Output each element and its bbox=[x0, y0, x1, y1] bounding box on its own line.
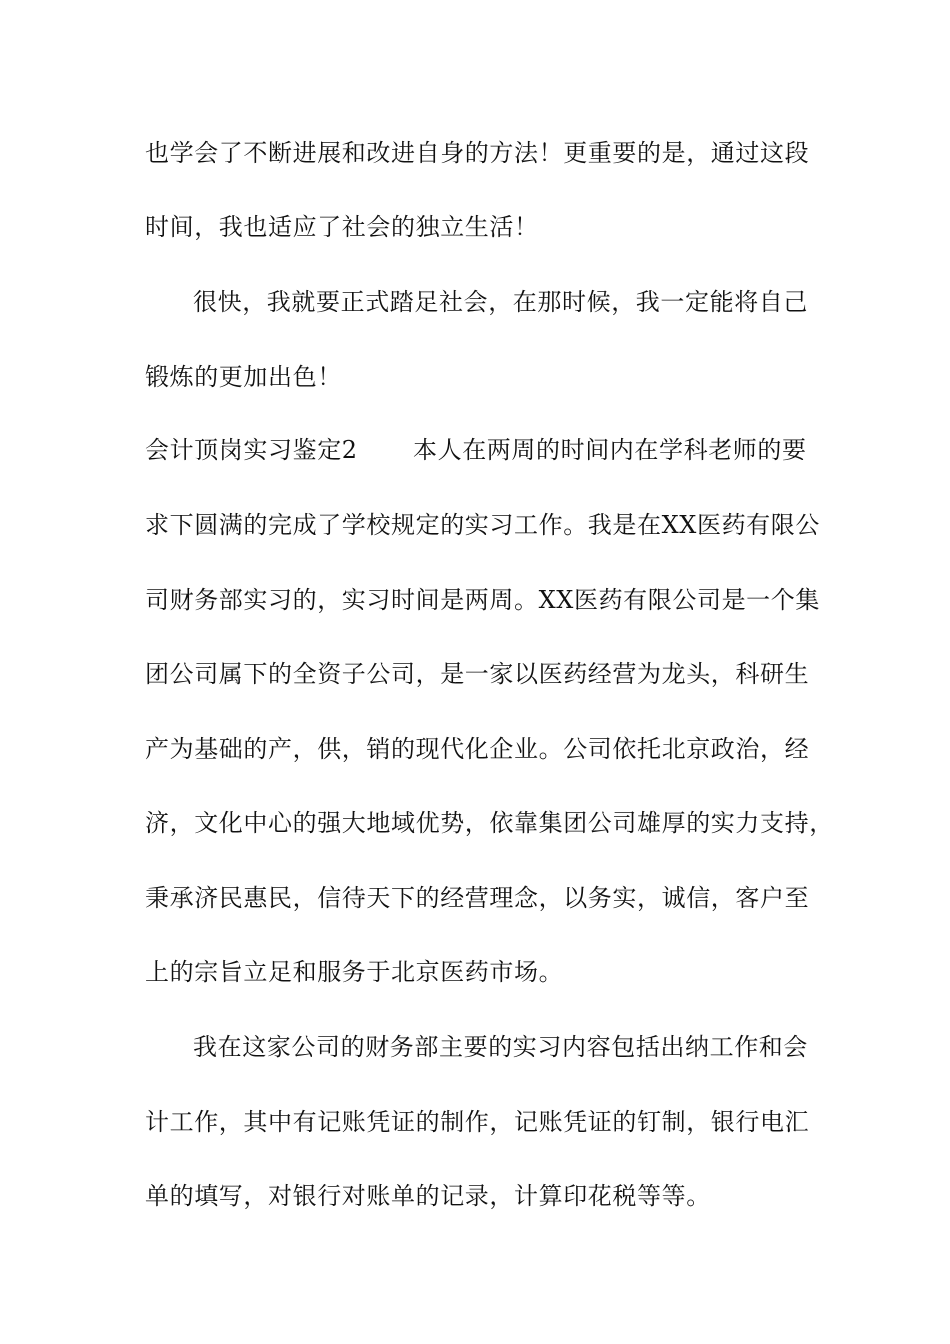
paragraph-line: 济，文化中心的强大地域优势，依靠集团公司雄厚的实力支持， bbox=[145, 809, 834, 837]
section-heading-line bbox=[145, 435, 845, 465]
paragraph-line: 求下圆满的完成了学校规定的实习工作。我是在XX医药有限公 bbox=[145, 511, 820, 539]
paragraph-line: 团公司属下的全资子公司，是一家以医药经营为龙头，科研生 bbox=[145, 660, 810, 688]
paragraph-line: 锻炼的更加出色！ bbox=[145, 363, 342, 391]
paragraph-line: 产为基础的产，供，销的现代化企业。公司依托北京政治，经 bbox=[145, 735, 810, 763]
paragraph-line: 时间，我也适应了社会的独立生活！ bbox=[145, 213, 539, 241]
paragraph-line: 上的宗旨立足和服务于北京医药市场。 bbox=[145, 958, 564, 986]
paragraph-line: 司财务部实习的，实习时间是两周。XX医药有限公司是一个集 bbox=[145, 586, 820, 614]
paragraph-line: 也学会了不断进展和改进自身的方法！更重要的是，通过这段 bbox=[145, 139, 810, 167]
paragraph-line: 我在这家公司的财务部主要的实习内容包括出纳工作和会 bbox=[193, 1033, 808, 1061]
section-heading: 会计顶岗实习鉴定2 bbox=[145, 436, 358, 464]
paragraph-line: 单的填写，对银行对账单的记录，计算印花税等等。 bbox=[145, 1182, 711, 1210]
paragraph-text: 本人在两周的时间内在学科老师的要 bbox=[413, 436, 807, 464]
paragraph-line: 计工作，其中有记账凭证的制作，记账凭证的钉制，银行电汇 bbox=[145, 1108, 810, 1136]
paragraph-line: 很快，我就要正式踏足社会，在那时候，我一定能将自己 bbox=[193, 288, 808, 316]
paragraph-line: 秉承济民惠民，信待天下的经营理念，以务实，诚信，客户至 bbox=[145, 884, 810, 912]
